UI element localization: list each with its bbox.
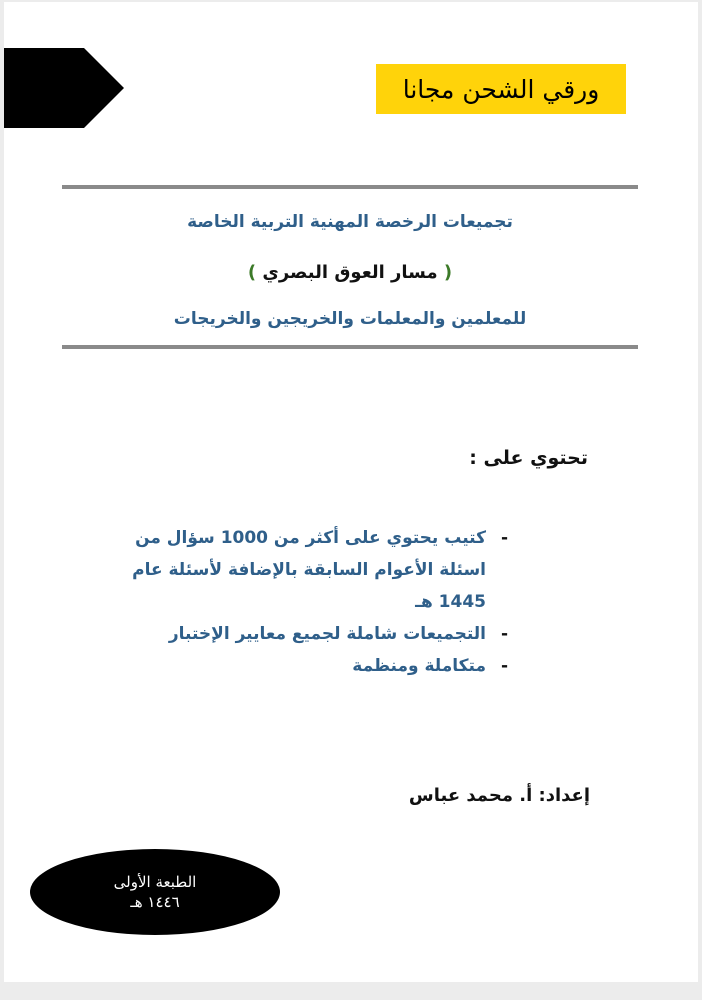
bullet-dash: - — [500, 624, 508, 644]
bullet-dash: - — [500, 656, 508, 676]
open-paren: ( — [443, 262, 453, 283]
title-line-3: للمعلمين والمعلمات والخريجين والخريجات — [173, 309, 527, 329]
author-credit: إعداد: أ. محمد عباس — [408, 785, 590, 806]
banner-text: ورقي الشحن مجانا — [402, 74, 600, 104]
contents-label: تحتوي على : — [469, 447, 588, 469]
free-shipping-banner — [376, 64, 626, 114]
list-item-text: التجميعات شاملة لجميع معايير الإختبار — [168, 624, 486, 644]
close-paren: ) — [247, 262, 257, 283]
list-item — [128, 650, 508, 682]
top-divider — [62, 185, 638, 189]
arrow-tab-shape — [4, 48, 124, 128]
bullet-dash: - — [500, 528, 508, 548]
edition-label: الطبعة الأولى — [113, 873, 197, 891]
track-title: مسار العوق البصري — [262, 262, 438, 283]
document-page — [4, 2, 698, 982]
list-item-text: كتيب يحتوي على أكثر من 1000 سؤال من اسئلة الأعوام السابقة بالإضافة لأسئلة عام 1445 هـ — [132, 528, 486, 612]
list-item — [128, 618, 508, 650]
contents-list — [128, 522, 508, 682]
list-item-text: متكاملة ومنظمة — [352, 656, 486, 676]
list-item — [128, 522, 508, 618]
title-line-2 — [62, 262, 638, 283]
edition-badge — [30, 849, 280, 935]
bottom-divider — [62, 345, 638, 349]
edition-year: ١٤٤٦ هـ — [130, 893, 180, 911]
title-line-1: تجميعات الرخصة المهنية التربية الخاصة — [187, 212, 513, 232]
